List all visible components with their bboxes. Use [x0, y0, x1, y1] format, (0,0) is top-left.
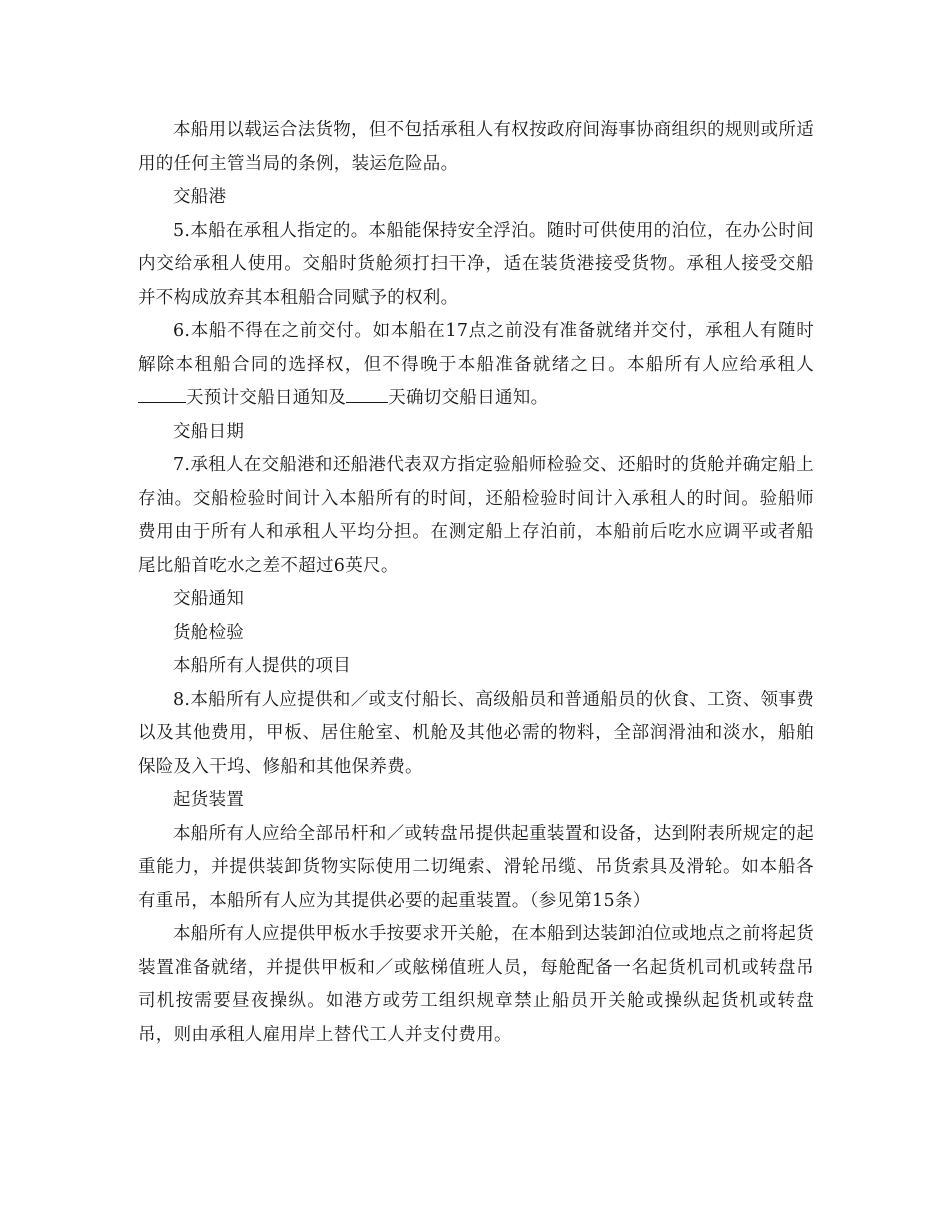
paragraph-cargo-gear-2: 本船所有人应提供甲板水手按要求开关舱，在本船到达装卸泊位或地点之前将起货装置准备就绪，并提供甲板和／或舷梯值班人员，每舱配备一名起货机司机或转盘吊司机按需要昼夜操纵。如港方或劳工组织规章禁止船员开关舱或操纵起货机或转盘吊，则由承租人雇用岸上替代工人并支付费用。 [138, 924, 814, 1045]
document-body [138, 114, 814, 1052]
heading-hold-inspection: 货舱检验 [173, 622, 245, 643]
clause-6-text-part1: 6.本船不得在之前交付。如本船在17点之前没有准备就绪并交付，承租人有随时解除本租船合同的选择权，但不得晚于本船准备就绪之日。本船所有人应给承租人 [138, 321, 814, 375]
heading-delivery-port: 交船港 [173, 187, 227, 207]
paragraph-cargo-gear-1: 本船所有人应给全部吊杆和／或转盘吊提供起重装置和设备，达到附表所规定的起重能力，并提供装卸货物实际使用二切绳索、滑轮吊缆、吊货索具及滑轮。如本船各有重吊，本船所有人应为其提供必要的起重装置。（参见第15条） [138, 823, 814, 911]
paragraph-clause-5: 5.本船在承租人指定的。本船能保持安全浮泊。随时可供使用的泊位，在办公时间内交给承租人使用。交船时货舱须打扫干净，适在装货港接受货物。承租人接受交船并不构成放弃其本租船合同赋予的权利。 [138, 220, 814, 308]
paragraph-cargo-restriction: 本船用以载运合法货物，但不包括承租人有权按政府间海事协商组织的规则或所适用的任何主管当局的条例，装运危险品。 [138, 120, 814, 174]
paragraph-clause-7: 7.承租人在交船港和还船港代表双方指定验船师检验交、还船时的货舱并确定船上存油。交船检验时间计入本船所有的时间，还船检验时间计入承租人的时间。验船师费用由于所有人和承租人平均分担。在测定船上存泊前，本船前后吃水应调平或者船尾比船首吃水之差不超过6英尺。 [138, 455, 814, 576]
heading-delivery-date: 交船日期 [173, 421, 245, 442]
heading-owner-provisions: 本船所有人提供的项目 [173, 656, 351, 676]
clause-6-text-part3: 天确切交船日通知。 [388, 388, 549, 408]
heading-delivery-notice: 交船通知 [173, 589, 245, 609]
heading-cargo-gear: 起货装置 [173, 790, 245, 810]
paragraph-clause-8: 8.本船所有人应提供和／或支付船长、高级船员和普通船员的伙食、工资、领事费以及其他费用，甲板、居住舱室、机舱及其他必需的物料，全部润滑油和淡水，船舶保险及入干坞、修船和其他保养费。 [138, 689, 814, 777]
clause-6-text-part2: 天预计交船日通知及 [186, 388, 347, 408]
fill-blank-days-estimated [138, 385, 186, 404]
fill-blank-days-definite [346, 385, 388, 404]
paragraph-clause-6 [138, 315, 814, 416]
